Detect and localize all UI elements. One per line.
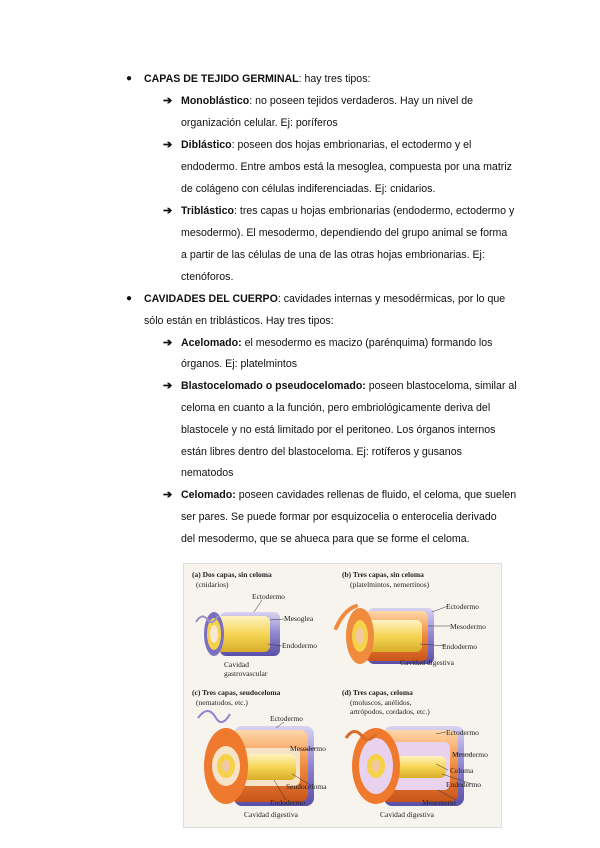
panel-a-subtitle: (cnidarios) (196, 580, 229, 589)
document-page: ● CAPAS DE TEJIDO GERMINAL: hay tres tipos: ➔ Monoblástico: no poseen tejidos verdaderos. Hay un nivel de organización celular. Ej: poríferos ➔ Diblástico: poseen dos hojas embrionarias, el ectodermo y el endodermo. Entre ambos está la mesoglea, compuesta por una matriz de colágeno con células indiferenciadas. Ej: cnidarios. ➔ Triblástico: tres capas u hojas embrionarias (endodermo, ectodermo y mesodermo). El mesodermo, dependiendo del grupo animal se forma a partir de las células de una de las otras hojas embrionarias. Ej: ctenóforos. ● CAVIDADES DEL CUERPO: cavidades internas y mesodérmicas, por lo que sólo están en triblásticos. Hay tres tipos: ➔ Acelomado: el mesodermo es macizo (parénquima) formando los órganos. Ej: platelmintos ➔ Blastocelomado o pseudocelomado: poseen blastoceloma, similar al celoma en cuanto a la función, pero embriológicamente deriva del blastocele y no está limitado por el peritoneo. Los órganos internos están libres dentro del blastoceloma. Ej: rotíferos y gusanos nematodos ➔ Celomado: poseen cavidades rellenas de fluido, el celoma, que suelen ser pares. Se puede formar por esquizocelia o enterocelia derivado del mesodermo, que se ahueca para que se forme el celoma. (a) Dos capas, sin celoma (cnidarios) Ectodermo Mesoglea Endodermo Cavidad gastrovascular (b) Tres capas, sin celoma (platelmintos, nemertinos) Ectodermo Mesodermo Endodermo Cavidad digestiva (c) Tres capas, seudoceloma (nematodos, etc.) Ectodermo Mesodermo Seudoceloma Endodermo Cavidad digestiva (d) Tres capas, celoma (moluscos, anélidos, artrópodos, cordados, etc.) Ectodermo Mesodermo Celoma Endodermo Mesenterio Cavidad digestiva (0, 0, 600, 848)
panel-c-title: (c) Tres capas, seudoceloma (192, 688, 281, 697)
item-acelomado: Acelomado: el mesodermo es macizo (parénquima) formando los (181, 337, 493, 349)
panel-d-title: (d) Tres capas, celoma (342, 688, 413, 697)
item-triblastico: Triblástico: tres capas u hojas embrionarias (endodermo, ectodermo y (181, 205, 515, 217)
section2-title: CAVIDADES DEL CUERPO (144, 293, 278, 305)
item-monoblastico: Monoblástico: no poseen tejidos verdaderos. Hay un nivel de (181, 95, 474, 107)
germ-layer-figure: (a) Dos capas, sin celoma (cnidarios) Ectodermo Mesoglea Endodermo Cavidad gastrovascular (b) Tres capas, sin celoma (platelmintos, nemertinos) Ectodermo Mesodermo Endodermo Cavidad digestiva (c) Tres capas, seudoceloma (nematodos, etc.) Ectodermo Mesodermo Seudoceloma Endodermo Cavidad digestiva (d) Tres capas, celoma (moluscos, anélidos, artrópodos, cordados, etc.) Ectodermo Mesodermo Celoma Endodermo Mesenterio Cavidad digestiva (183, 563, 502, 828)
panel-b-tube (336, 606, 434, 664)
panel-d-subtitle: (moluscos, anélidos, (350, 698, 412, 707)
bullet-dot: ● (126, 293, 133, 304)
section2-heading: CAVIDADES DEL CUERPO: cavidades internas y mesodérmicas, por lo que (144, 293, 506, 305)
section1-intro: : hay tres tipos: (298, 73, 371, 85)
arrow-icon: ➔ (163, 489, 173, 501)
panel-b-title: (b) Tres capas, sin celoma (342, 570, 424, 579)
section1-title: CAPAS DE TEJIDO GERMINAL (144, 73, 299, 85)
item-diblastico: Diblástico: poseen dos hojas embrionarias, el ectodermo y el (181, 139, 472, 151)
panel-d-tube (346, 726, 464, 806)
panel-a-title: (a) Dos capas, sin celoma (192, 570, 272, 579)
arrow-icon: ➔ (163, 139, 173, 151)
panel-b-subtitle: (platelmintos, nemertinos) (350, 580, 430, 589)
arrow-icon: ➔ (163, 337, 173, 349)
item-pseudocelomado: Blastocelomado o pseudocelomado: poseen blastoceloma, similar al (181, 380, 517, 392)
panel-c-tube (198, 711, 314, 806)
arrow-icon: ➔ (163, 380, 173, 392)
panel-d-subtitle-2: artrópodos, cordados, etc.) (350, 707, 430, 716)
panel-c-subtitle: (nematodos, etc.) (196, 698, 248, 707)
arrow-icon: ➔ (163, 95, 173, 107)
item-celomado: Celomado: poseen cavidades rellenas de fluido, el celoma, que suelen (181, 489, 517, 501)
bullet-dot: ● (126, 73, 133, 84)
panel-a-tube (196, 612, 280, 656)
arrow-icon: ➔ (163, 205, 173, 217)
section1-heading (144, 72, 370, 86)
